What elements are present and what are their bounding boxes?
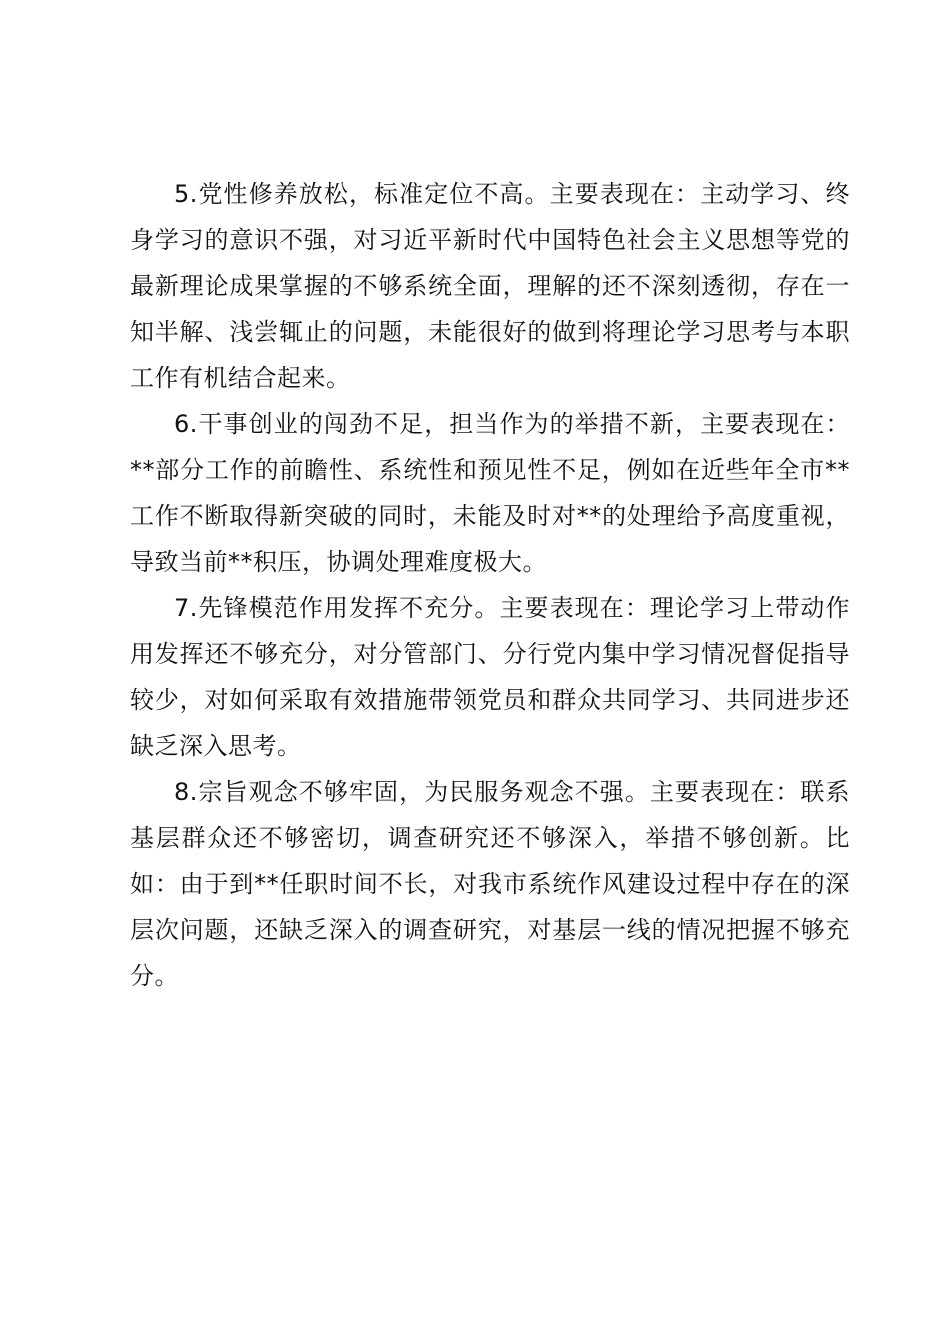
paragraph-5: 5.党性修养放松，标准定位不高。主要表现在：主动学习、终身学习的意识不强，对习近平新时代中国特色社会主义思想等党的最新理论成果掌握的不够系统全面，理解的还不深刻透彻，存在一知半解、浅尝辄止的问题，未能很好的做到将理论学习思考与本职工作有机结合起来。 [130,180,850,392]
paragraph-6: 6.干事创业的闯劲不足，担当作为的举措不新，主要表现在：**部分工作的前瞻性、系统性和预见性不足，例如在近些年全市**工作不断取得新突破的同时，未能及时对**的处理给予高度重视，导致当前**积压，协调处理难度极大。 [130,410,850,576]
paragraph-7: 7.先锋模范作用发挥不充分。主要表现在：理论学习上带动作用发挥还不够充分，对分管部门、分行党内集中学习情况督促指导较少，对如何采取有效措施带领党员和群众共同学习、共同进步还缺乏深入思考。 [130,594,850,760]
paragraph-8: 8.宗旨观念不够牢固，为民服务观念不强。主要表现在：联系基层群众还不够密切，调查研究还不够深入，举措不够创新。比如：由于到**任职时间不长，对我市系统作风建设过程中存在的深层次问题，还缺乏深入的调查研究，对基层一线的情况把握不够充分。 [130,778,850,990]
document-body [130,171,850,999]
